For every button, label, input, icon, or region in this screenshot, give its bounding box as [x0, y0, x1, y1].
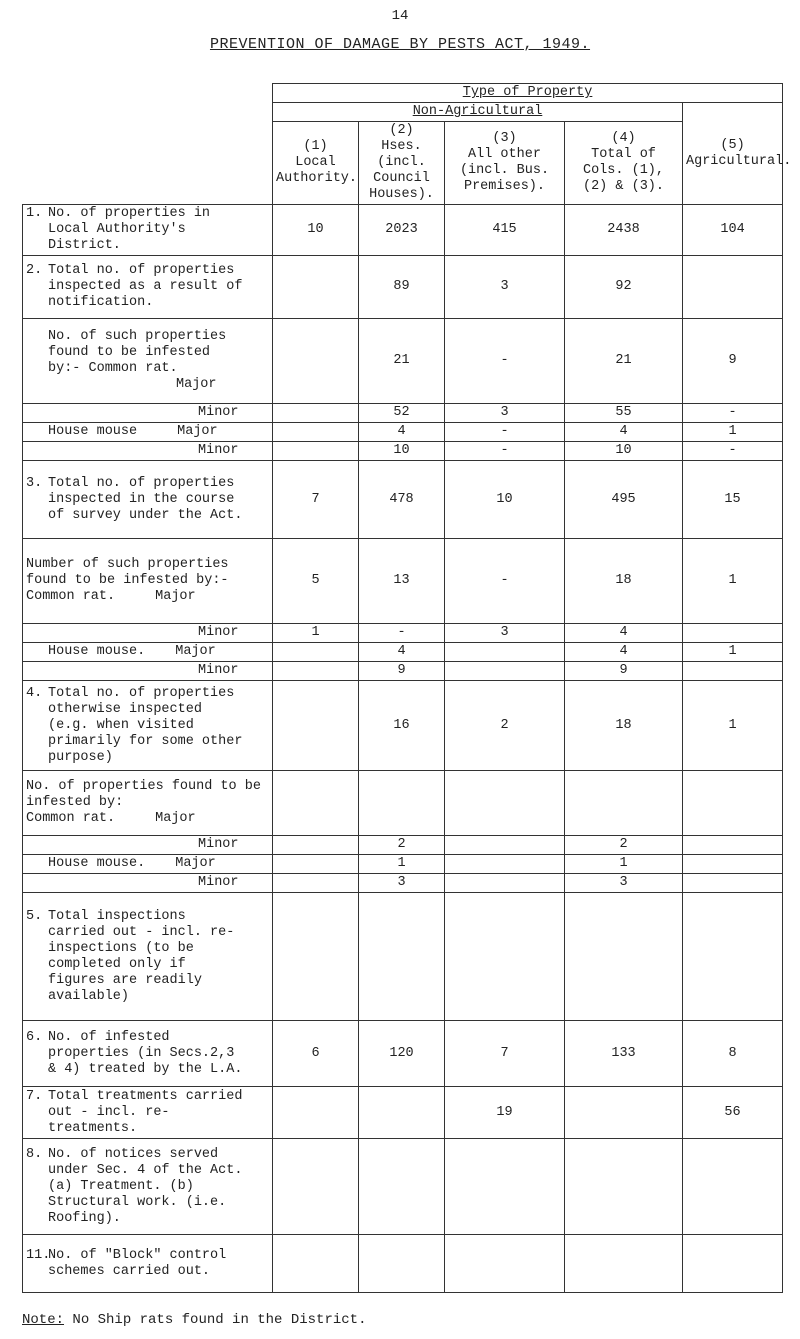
row-text: No. of "Block" control schemes carried out. — [48, 1247, 227, 1279]
row-index: 1. — [26, 206, 43, 221]
row-label — [23, 423, 273, 442]
cell — [683, 624, 783, 643]
cell — [565, 1235, 683, 1293]
cell — [683, 893, 783, 1021]
row-label: Minor — [23, 624, 273, 643]
cell — [445, 874, 565, 893]
cell — [273, 442, 359, 461]
cell: 2 — [359, 836, 445, 855]
row-text: Total treatments carried out - incl. re-treatments. — [48, 1088, 243, 1136]
col-4-header — [565, 122, 683, 205]
cell: 1 — [565, 855, 683, 874]
table-row — [23, 1087, 783, 1139]
cell — [273, 1139, 359, 1235]
row-label — [23, 256, 273, 319]
cell: 4 — [565, 624, 683, 643]
major-label: Major — [175, 856, 216, 871]
cell: 52 — [359, 404, 445, 423]
cell — [683, 771, 783, 836]
cell — [359, 771, 445, 836]
cell: 104 — [683, 205, 783, 256]
col-2-label: Hses. (incl. Council Houses). — [369, 139, 434, 202]
footnote — [22, 1312, 366, 1328]
cell — [445, 771, 565, 836]
row-index: 7. — [26, 1088, 43, 1104]
cell — [359, 1139, 445, 1235]
table-row — [23, 404, 783, 423]
cell — [683, 256, 783, 319]
row-index: 8. — [26, 1146, 43, 1162]
type-of-property-header: Type of Property — [273, 84, 783, 103]
table-row — [23, 662, 783, 681]
cell — [445, 893, 565, 1021]
row-index: 6. — [26, 1029, 43, 1045]
cell — [273, 404, 359, 423]
row-text: No. of properties found to be infested by: — [26, 779, 261, 810]
cell — [445, 1139, 565, 1235]
cell — [683, 836, 783, 855]
cell: - — [445, 442, 565, 461]
header-row-type — [23, 84, 783, 103]
cell: 8 — [683, 1021, 783, 1087]
note-text: No Ship rats found in the District. — [72, 1312, 367, 1328]
cell — [273, 874, 359, 893]
cell: 1 — [359, 855, 445, 874]
table-row — [23, 681, 783, 771]
table-row — [23, 256, 783, 319]
table-row — [23, 643, 783, 662]
table-row — [23, 319, 783, 404]
cell — [273, 319, 359, 404]
row-label — [23, 1139, 273, 1235]
cell: 9 — [565, 662, 683, 681]
cell — [445, 662, 565, 681]
cell — [683, 1235, 783, 1293]
common-rat-label: Common rat. — [26, 811, 116, 826]
cell: 6 — [273, 1021, 359, 1087]
row-label: Minor — [23, 442, 273, 461]
cell: - — [445, 423, 565, 442]
col-5-header — [683, 103, 792, 205]
col-2-header — [359, 122, 445, 205]
row-label — [23, 681, 273, 771]
table-row — [23, 1021, 783, 1087]
row-label: Minor — [23, 662, 273, 681]
table-row — [23, 624, 783, 643]
cell: 16 — [359, 681, 445, 771]
col-3-header — [445, 122, 565, 205]
table-row — [23, 539, 783, 624]
table-row — [23, 893, 783, 1021]
row-label — [23, 1235, 273, 1293]
cell: 7 — [445, 1021, 565, 1087]
cell — [683, 855, 783, 874]
table-row — [23, 771, 783, 836]
table-row — [23, 442, 783, 461]
cell — [683, 874, 783, 893]
cell: 18 — [565, 539, 683, 624]
major-label: Major — [155, 811, 196, 826]
cell: 9 — [683, 319, 783, 404]
table-row — [23, 205, 783, 256]
cell: 7 — [273, 461, 359, 539]
table-row — [23, 836, 783, 855]
table-row — [23, 1139, 783, 1235]
col-3-label: All other (incl. Bus. Premises). — [459, 147, 550, 194]
cell: - — [445, 539, 565, 624]
cell: 18 — [565, 681, 683, 771]
row-text: Total no. of properties otherwise inspected (e.g. when visited primarily for some other purpose) — [48, 685, 243, 765]
col-4-num: (4) — [611, 131, 636, 146]
cell — [565, 1087, 683, 1139]
cell: 10 — [359, 442, 445, 461]
row-text: Total no. of properties inspected in the course of survey under the Act. — [48, 475, 243, 523]
cell: 2438 — [565, 205, 683, 256]
cell — [273, 256, 359, 319]
cell: 3 — [359, 874, 445, 893]
cell: 1 — [273, 624, 359, 643]
cell: 2023 — [359, 205, 445, 256]
cell: - — [683, 442, 783, 461]
cell: 1 — [683, 681, 783, 771]
cell: 19 — [445, 1087, 565, 1139]
row-index: 4. — [26, 685, 43, 701]
col-5-label: Agricultural. — [686, 153, 792, 169]
non-agricultural-header: Non-Agricultural — [273, 103, 683, 122]
row-label: Minor — [23, 404, 273, 423]
page-title: PREVENTION OF DAMAGE BY PESTS ACT, 1949. — [209, 36, 591, 53]
row-label — [23, 205, 273, 256]
cell: 89 — [359, 256, 445, 319]
cell: 92 — [565, 256, 683, 319]
col-5-num: (5) — [720, 137, 745, 153]
cell: - — [683, 404, 783, 423]
cell: 15 — [683, 461, 783, 539]
cell: 4 — [565, 643, 683, 662]
cell: 415 — [445, 205, 565, 256]
cell — [273, 681, 359, 771]
cell — [445, 643, 565, 662]
row-text: No. of such properties found to be infested by:- Common rat. — [48, 329, 227, 376]
cell: - — [359, 624, 445, 643]
cell: 56 — [683, 1087, 783, 1139]
row-text: Number of such properties found to be infested by:- — [26, 557, 229, 588]
row-index: 2. — [26, 263, 43, 278]
cell: 1 — [683, 539, 783, 624]
cell — [565, 771, 683, 836]
row-text: No. of notices served under Sec. 4 of the Act. (a) Treatment. (b) Structural work. (i.e. Roofing). — [48, 1146, 243, 1226]
cell: 21 — [359, 319, 445, 404]
house-mouse-label: House mouse. — [48, 644, 146, 659]
cell: 1 — [683, 643, 783, 662]
row-label — [23, 643, 273, 662]
col-2-num: (2) — [389, 123, 414, 138]
row-label — [23, 461, 273, 539]
cell: 21 — [565, 319, 683, 404]
major-label: Major — [176, 377, 217, 392]
cell: 2 — [565, 836, 683, 855]
row-label — [23, 1021, 273, 1087]
cell: 2 — [445, 681, 565, 771]
row-text: Total inspections carried out - incl. re-inspections (to be completed only if figures are readily available) — [48, 908, 235, 1004]
cell — [683, 1139, 783, 1235]
cell: 4 — [565, 423, 683, 442]
row-label — [23, 319, 273, 404]
cell — [445, 836, 565, 855]
cell: 13 — [359, 539, 445, 624]
cell: 4 — [359, 423, 445, 442]
row-text: No. of properties in Local Authority's District. — [48, 206, 211, 253]
cell: 10 — [273, 205, 359, 256]
cell: 3 — [445, 256, 565, 319]
col-3-num: (3) — [492, 131, 517, 146]
major-label: Major — [175, 644, 216, 659]
cell: 3 — [445, 404, 565, 423]
common-rat-label: Common rat. — [26, 589, 116, 604]
row-text: Total no. of properties inspected as a result of notification. — [48, 263, 243, 310]
col-1-header — [273, 122, 359, 205]
house-mouse-label: House mouse. — [48, 856, 146, 871]
cell — [273, 855, 359, 874]
row-index: 5. — [26, 908, 43, 924]
cell — [273, 1235, 359, 1293]
cell: 120 — [359, 1021, 445, 1087]
row-index: 3. — [26, 475, 43, 491]
cell — [359, 1235, 445, 1293]
note-label: Note: — [22, 1312, 65, 1328]
cell — [273, 1087, 359, 1139]
cell: - — [445, 319, 565, 404]
cell — [273, 423, 359, 442]
table-row — [23, 855, 783, 874]
cell: 5 — [273, 539, 359, 624]
major-label: Major — [155, 589, 196, 604]
cell: 495 — [565, 461, 683, 539]
row-label — [23, 855, 273, 874]
row-label — [23, 771, 273, 836]
table-row — [23, 874, 783, 893]
cell — [359, 893, 445, 1021]
row-label — [23, 539, 273, 624]
cell — [273, 662, 359, 681]
cell — [273, 771, 359, 836]
pests-table — [22, 83, 792, 1293]
table-row — [23, 461, 783, 539]
row-text: No. of infested properties (in Secs.2,3 & 4) treated by the L.A. — [48, 1029, 243, 1077]
cell: 9 — [359, 662, 445, 681]
table-row — [23, 1235, 783, 1293]
cell: 478 — [359, 461, 445, 539]
cell — [273, 836, 359, 855]
col-4-label: Total of Cols. (1), (2) & (3). — [582, 147, 664, 194]
row-label: Minor — [23, 836, 273, 855]
cell: 3 — [565, 874, 683, 893]
cell — [565, 893, 683, 1021]
row-label — [23, 893, 273, 1021]
cell: 3 — [445, 624, 565, 643]
cell: 4 — [359, 643, 445, 662]
cell — [445, 1235, 565, 1293]
cell: 133 — [565, 1021, 683, 1087]
major-label: Major — [177, 424, 218, 439]
cell — [359, 1087, 445, 1139]
cell: 1 — [683, 423, 783, 442]
cell: 10 — [445, 461, 565, 539]
cell — [565, 1139, 683, 1235]
row-label — [23, 1087, 273, 1139]
cell — [683, 662, 783, 681]
table-row — [23, 423, 783, 442]
cell: 55 — [565, 404, 683, 423]
house-mouse-label: House mouse — [48, 424, 138, 439]
cell — [273, 893, 359, 1021]
cell — [273, 643, 359, 662]
cell — [445, 855, 565, 874]
row-label: Minor — [23, 874, 273, 893]
cell: 10 — [565, 442, 683, 461]
page-number: 14 — [391, 8, 409, 24]
row-index: 11. — [26, 1247, 51, 1263]
col-1-label: Local Authority. — [276, 155, 358, 186]
col-1-num: (1) — [303, 139, 328, 154]
